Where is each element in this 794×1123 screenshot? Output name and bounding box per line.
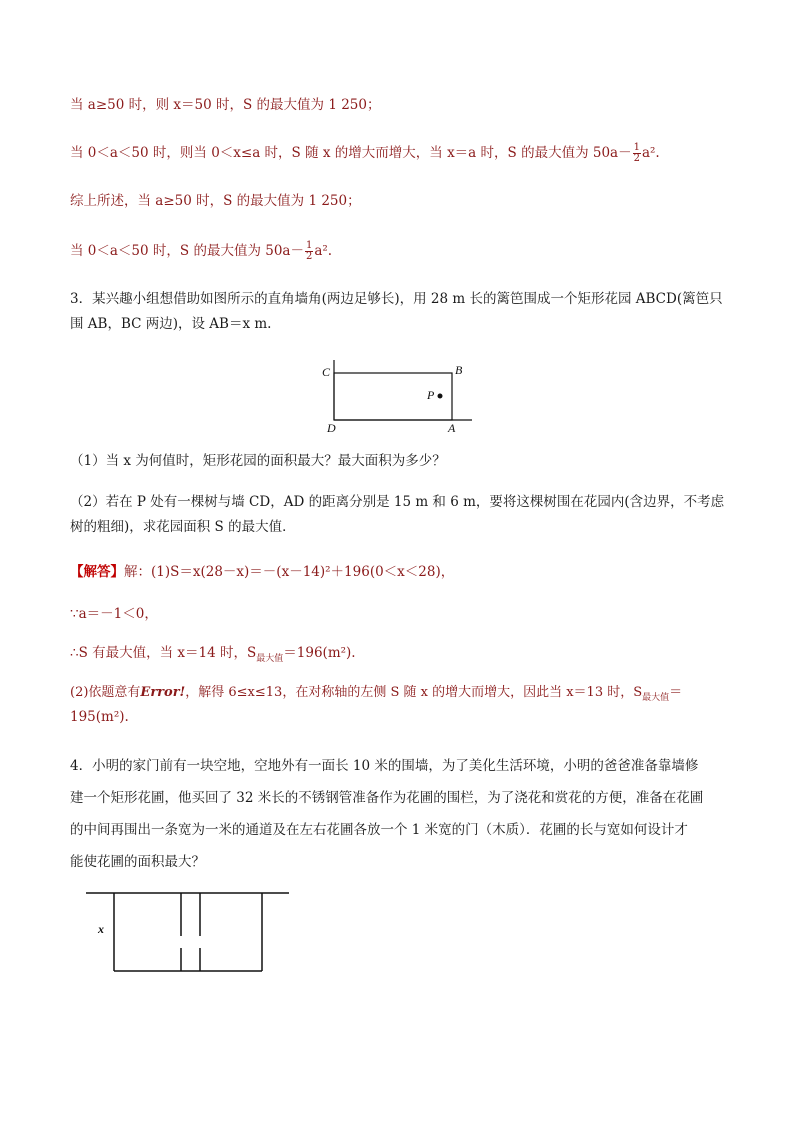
answer-line-3: 综上所述，当 a≥50 时，S 的最大值为 1 250； (70, 193, 361, 209)
solution-line-4 (70, 684, 734, 703)
answer-line-2-tail: a². (641, 145, 660, 161)
error-field: Error! (140, 685, 186, 700)
problem3-figure (322, 358, 472, 438)
problem4-line-3: 的中间再围出一条宽为一米的通道及在左右花圃各放一个 1 米宽的门（木质）．花圃的长与宽如何设计才 (70, 822, 688, 838)
fraction-half: $\frac{1}{2}$ (633, 142, 640, 164)
problem3-line-1: 3．某兴趣小组想借助如图所示的直角墙角(两边足够长)，用 28 m 长的篱笆围成一个矩形花园 ABCD(篱笆只 (70, 291, 723, 307)
answer-line-4 (70, 241, 734, 262)
problem4-line-4: 能使花圃的面积最大？ (70, 854, 205, 870)
problem3-question-1: （1）当 x 为何值时，矩形花园的面积最大？最大面积为多少？ (70, 453, 446, 469)
answer-line-1: 当 a≥50 时，则 x＝50 时，S 的最大值为 1 250； (70, 97, 381, 113)
solution-tag: 【解答】 (70, 564, 124, 580)
answer-line-2-text: 当 0＜a＜50 时，则当 0＜x≤a 时，S 随 x 的增大而增大，当 x＝a 时，S 的最大值为 50a－ (70, 145, 632, 161)
label-c: C (322, 365, 331, 379)
solution-line-3 (70, 644, 734, 664)
solution-line-2: ∵a＝－1＜0， (70, 606, 158, 622)
point-p (438, 394, 443, 399)
problem4-line-1: 4．小明的家门前有一块空地，空地外有一面长 10 米的围墙，为了美化生活环境，小明的爸爸准备靠墙修 (70, 758, 699, 774)
label-p: P (427, 388, 435, 402)
fraction-half: $\frac{1}{2}$ (305, 240, 313, 262)
label-a: A (448, 421, 456, 435)
solution-line-5: 195(m²). (70, 709, 129, 725)
solution-line-1 (70, 563, 734, 581)
answer-line-4-text: 当 0＜a＜50 时，S 的最大值为 50a－ (70, 243, 304, 259)
subscript-max: 最大值 (642, 693, 670, 703)
label-d: D (327, 421, 336, 435)
problem4-line-2: 建一个矩形花圃，他买回了 32 米长的不锈钢管准备作为花圃的围栏，为了浇花和赏花的方便，准备在花圃 (70, 790, 704, 806)
problem3-question-2-line-1: （2）若在 P 处有一棵树与墙 CD，AD 的距离分别是 15 m 和 6 m，要将这棵树围在花园内(含边界，不考虑 (70, 494, 725, 510)
problem3-question-2-line-2: 树的粗细)，求花园面积 S 的最大值． (70, 519, 296, 535)
solution-line-1-text: 解：(1)S＝x(28－x)＝－(x－14)²＋196(0＜x＜28)， (124, 564, 455, 580)
solution-line-4-tail: ＝ (669, 685, 683, 700)
answer-line-2 (70, 143, 734, 164)
problem3-line-2: 围 AB，BC 两边)，设 AB＝x m. (70, 316, 272, 332)
solution-line-4-mid: ，解得 6≤x≤13，在对称轴的左侧 S 随 x 的增大而增大，因此当 x＝13 时，S (185, 685, 643, 700)
answer-line-4-tail: a². (314, 243, 333, 259)
solution-line-3-text: ∴S 有最大值，当 x＝14 时，S (70, 645, 257, 661)
label-b: B (455, 363, 463, 377)
subscript-max: 最大值 (256, 654, 284, 664)
problem4-figure (86, 888, 296, 974)
label-x: x (98, 922, 104, 936)
solution-line-4-text: (2)依题意有 (70, 685, 141, 700)
solution-line-3-tail: ＝196(m²). (283, 645, 356, 661)
